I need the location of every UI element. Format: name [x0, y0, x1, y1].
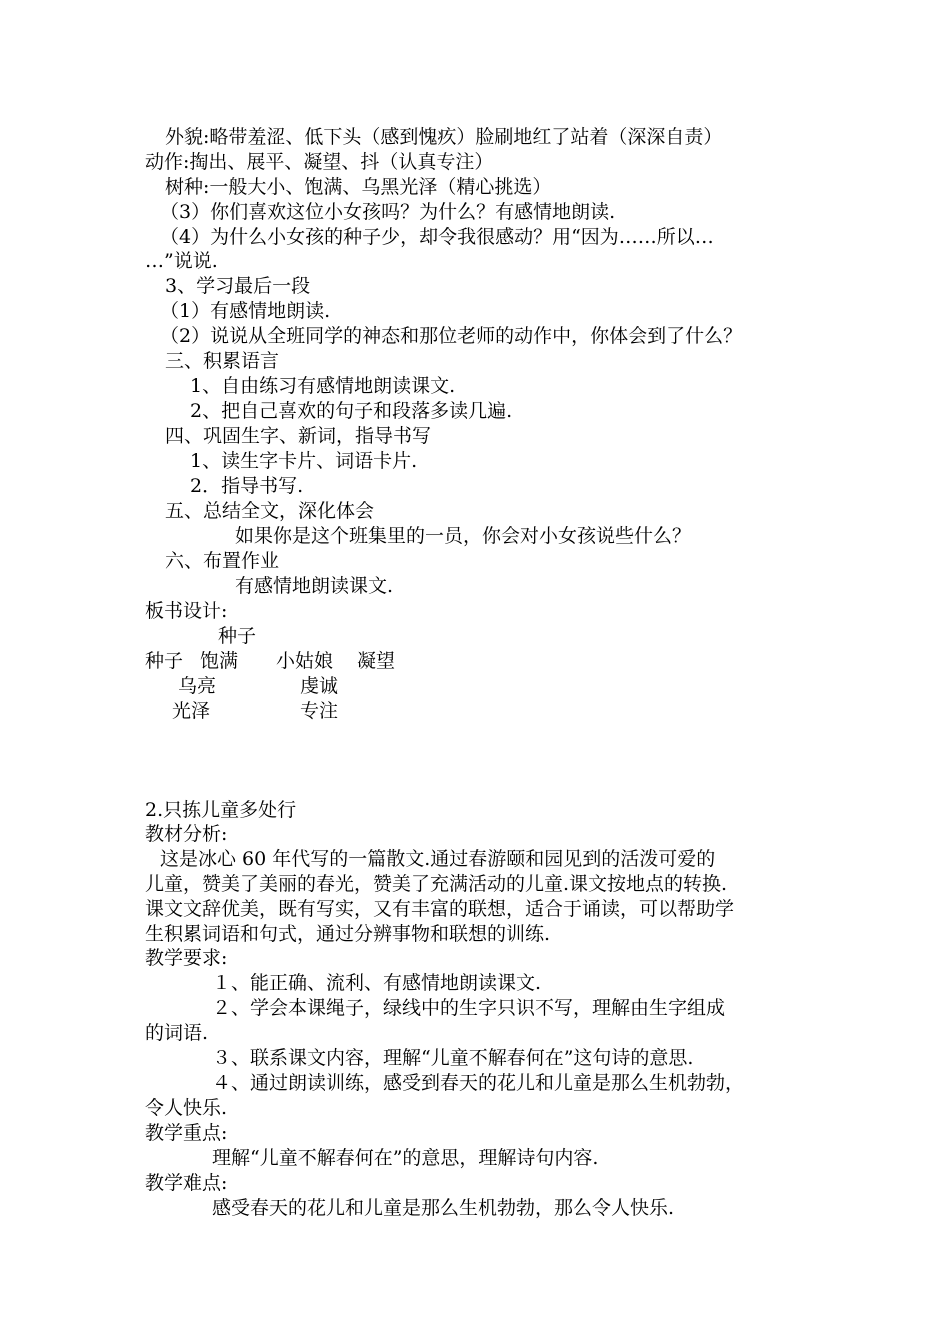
board-item: 种子 [145, 650, 184, 672]
board-item: 饱满 [200, 650, 239, 672]
text-line: （1）有感情地朗读. [160, 300, 331, 322]
lesson-title: 2.只拣儿童多处行 [145, 799, 297, 821]
text-line: ２、学会本课绳子，绿线中的生字只识不写，理解由生字组成 [212, 997, 726, 1019]
board-item: 种子 [218, 625, 257, 647]
section-heading: 教材分析: [145, 823, 228, 845]
section-heading: 教学要求: [145, 947, 228, 969]
section-heading: 四、巩固生字、新词，指导书写 [165, 425, 432, 447]
section-heading: 教学难点: [145, 1172, 228, 1194]
text-line: ４、通过朗读训练，感受到春天的花儿和儿童是那么生机勃勃， [212, 1072, 745, 1094]
text-line: 1、自由练习有感情地朗读课文. [190, 375, 456, 397]
text-line: 树种:一般大小、饱满、乌黑光泽（精心挑选） [165, 176, 552, 198]
text-line: 感受春天的花儿和儿童是那么生机勃勃，那么令人快乐. [212, 1197, 675, 1219]
board-item: 虔诚 [300, 675, 339, 697]
text-line: ３、联系课文内容，理解“儿童不解春何在”这句诗的意思. [212, 1047, 694, 1069]
section-heading: 教学重点: [145, 1122, 228, 1144]
text-line: 理解“儿童不解春何在”的意思，理解诗句内容. [212, 1147, 599, 1169]
text-line: …”说说. [145, 250, 218, 272]
text-line: 课文文辞优美，既有写实，又有丰富的联想，适合于诵读，可以帮助学 [145, 898, 735, 920]
section-heading: 三、积累语言 [165, 350, 280, 372]
board-item: 小姑娘 [276, 650, 334, 672]
text-line: １、能正确、流利、有感情地朗读课文. [212, 972, 542, 994]
board-item: 光泽 [172, 700, 211, 722]
text-line: 外貌:略带羞涩、低下头（感到愧疚）脸刷地红了站着（深深自责） [165, 126, 723, 148]
text-line: （2）说说从全班同学的神态和那位老师的动作中，你体会到了什么？ [160, 325, 743, 347]
section-heading: 五、总结全文，深化体会 [165, 500, 375, 522]
board-item: 专注 [300, 700, 339, 722]
text-line: 2、把自己喜欢的句子和段落多读几遍. [190, 400, 513, 422]
board-item: 乌亮 [178, 675, 217, 697]
text-line: （4）为什么小女孩的种子少，却令我很感动？用“因为……所以… [160, 226, 714, 248]
section-heading: 3、学习最后一段 [165, 275, 311, 297]
section-heading: 六、布置作业 [165, 550, 280, 572]
text-line: 生积累词语和句式，通过分辨事物和联想的训练. [145, 923, 551, 945]
board-design-heading: 板书设计: [145, 600, 228, 622]
text-line: 2．指导书写. [190, 475, 304, 497]
text-line: 有感情地朗读课文. [235, 575, 394, 597]
text-line: 动作:掏出、展平、凝望、抖（认真专注） [145, 151, 494, 173]
text-line: 令人快乐. [145, 1097, 228, 1119]
text-line: 儿童，赞美了美丽的春光，赞美了充满活动的儿童.课文按地点的转换. [145, 873, 728, 895]
text-line: 的词语. [145, 1022, 209, 1044]
text-line: 这是冰心 60 年代写的一篇散文.通过春游颐和园见到的活泼可爱的 [160, 848, 716, 870]
text-line: （3）你们喜欢这位小女孩吗？为什么？有感情地朗读. [160, 201, 616, 223]
board-item: 凝望 [357, 650, 396, 672]
text-line: 如果你是这个班集里的一员，你会对小女孩说些什么？ [235, 525, 692, 547]
text-line: 1、读生字卡片、词语卡片. [190, 450, 418, 472]
